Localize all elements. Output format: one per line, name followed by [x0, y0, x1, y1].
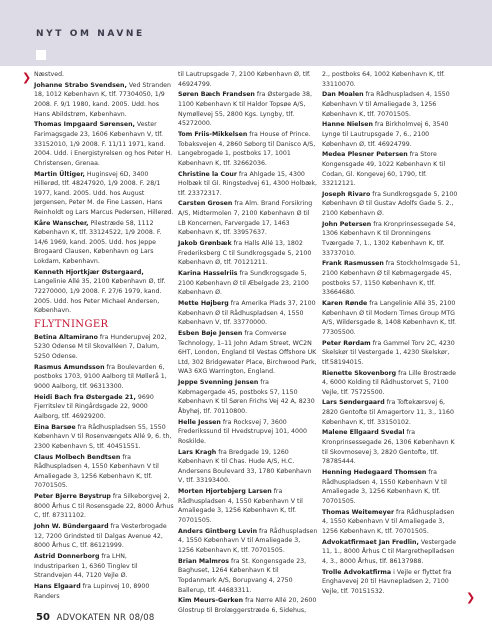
- entry-details: fra Lupinvej 10, 8900 Randers: [34, 583, 150, 600]
- list-item: [34, 393, 174, 422]
- list-item: [322, 150, 462, 188]
- entry-details: fra Gammel Torv 2C, 4230 Skelskør til Vestergade 1, 4230 Skelskør, tlf.58194015.: [322, 339, 455, 366]
- entry-name: Rasmus Amundsson: [34, 363, 105, 371]
- article-columns: [34, 70, 464, 630]
- entry-details: fra House of Prince. Tobaksvejen 4, 2860 Søborg til Danisco A/S, Langebrogade 1, postboks 17, 1001 København K, tlf. 32662036.: [178, 130, 316, 167]
- entry-name: Jeppe Svenning Jensen: [178, 379, 259, 387]
- entry-name: Karina Hasselriis: [178, 270, 238, 277]
- entry-details: 9690 Fjerritslev til Ringårdsgade 22, 9000 Aalborg, tlf. 46929200.: [34, 393, 154, 420]
- entry-details: fra Sundkrogsgade 5, 2100 København Ø til Æbelgade 23, 2100 København Ø.: [178, 270, 309, 297]
- entry-name: John W. Bündergaard: [34, 523, 109, 531]
- entry-name: Morten Hjortebjerg Larsen: [178, 488, 272, 496]
- entry-name: Kenneth Hjortkjær Østergaard,: [34, 268, 144, 276]
- list-item: [178, 299, 318, 328]
- entry-details: fra Rocksvej 7, 3600 Frederikssund til Hvedstrupvej 101, 4000 Roskilde.: [178, 418, 307, 445]
- list-item: [34, 219, 174, 267]
- list-item: [34, 120, 174, 168]
- next-page-arrow-icon[interactable]: ❯: [466, 591, 476, 604]
- entry-name: Peter Rørdam: [322, 339, 371, 347]
- list-item: [178, 239, 318, 268]
- list-item: [178, 448, 318, 486]
- list-item: [34, 363, 174, 392]
- list-item: [322, 220, 462, 258]
- list-item: [34, 552, 174, 581]
- list-item: [34, 268, 174, 316]
- list-item: [34, 423, 174, 452]
- entry-details: fra Hunderupvej 202, 5230 Odense M til Skovalléen 7, Dalum, 5250 Odense.: [34, 333, 167, 360]
- list-item: [322, 299, 462, 337]
- page-number: 50: [36, 612, 50, 623]
- list-item: [322, 508, 462, 537]
- entry-name: Helle Jessen: [178, 418, 221, 426]
- list-item: [322, 428, 462, 466]
- entry-name: Lars Søndergaard: [322, 399, 385, 407]
- entry-details: 2., postboks 64, 1002 København K, tlf. 33110070.: [322, 71, 446, 88]
- list-item: [322, 120, 462, 149]
- entry-details: Vester Farimagsgade 23, 1606 København V, tlf. 33152010, 1/9 2008. F. 11/11 1971, kand. 2004. Udd. i Energistyrelsen og hos Peter H. Christensen, Grenaa.: [34, 121, 173, 167]
- entry-name: Frank Rasmussen: [322, 260, 384, 268]
- list-item: [34, 70, 174, 80]
- entry-details: fra LHN, Industriparken 1, 6360 Tinglev til Strandvejen 44, 7120 Vejle Ø.: [34, 553, 138, 580]
- entry-details: fra Boulevarden 6, postboks 1703, 9100 Aalborg til Møllerå 1, 9000 Aalborg, tlf. 96313300.: [34, 363, 167, 390]
- list-item: [178, 170, 318, 199]
- entry-details: fra Lille Brostræde 4, 6000 Kolding til Rådhustorvet 5, 7100 Vejle, tlf. 75725500.: [322, 369, 457, 396]
- entry-details: fra Silkeborgvej 2, 8000 Århus C til Rosensgade 22, 8000 Århus C, tlf. 87311102.: [34, 493, 174, 520]
- entry-details: fra Amerika Plads 37, 2100 København Ø til Rådhuspladsen 4, 1550 København V, tlf. 33770000.: [178, 299, 316, 327]
- section-heading: FLYTNINGER: [34, 318, 109, 330]
- entry-details: fra Kronprinsessegade 54, 1306 København K til Dronningens Tværgade 7, 1., 1302 København K, tlf. 33737010.: [322, 220, 456, 257]
- entry-details: fra Comverse Technology, 1–11 John Adam Street, WC2N 6HT, London, England til Vestas Offshore UK Ltd, 302 Bridgewater Place, Birchwood Park, WA3 6XG Warrington, England.: [178, 329, 317, 376]
- entry-details: Huginsvej 6D, 3400 Hillerød, tlf. 48247920, 1/9 2008. F. 28/1 1977, kand. 2005. Udd. hos August Jørgensen, Peter M. de Fine Lassen, Hans Reinholdt og Lars Marcus Pedersen, Hillerød.: [34, 170, 174, 216]
- entry-details: fra Vesterbrogade 12, 7200 Grindsted til Dalgas Avenue 42, 8000 Århus C, tlf. 86121999.: [34, 523, 167, 550]
- list-item: [322, 568, 462, 597]
- entry-name: Karen Rønde: [322, 299, 368, 307]
- entry-name: Malene Ellgaard Svedal: [322, 429, 405, 437]
- list-item: [178, 378, 318, 416]
- entry-details: fra Rådhuspladsen 4, 1550 København V til Amaliegade 3, 1256 København K, tlf. 70701505.: [322, 91, 450, 118]
- entry-details: fra Birkholmvej 6, 3540 Lynge til Lautrupsgade 7, 6., 2100 København Ø, tlf. 46924799.: [322, 121, 449, 148]
- entry-name: Joseph Rivaro: [322, 190, 371, 198]
- entry-name: Henning Hedegaard Thomsen: [322, 469, 427, 476]
- list-item: [178, 487, 318, 525]
- list-item: [322, 90, 462, 119]
- entry-name: Jakob Grønbæk: [178, 240, 232, 248]
- entry-details: fra Rådhuspladsen 4, 1550 København V til Amaliegade 3, 1256 København K, tlf. 70701505.: [178, 488, 303, 524]
- list-item: [322, 468, 462, 506]
- entry-details: fra Rådhuspladsen 4, 1550 København V til Amaliegade 3, 1256 København K, tlf. 70701505.: [34, 453, 159, 490]
- entry-details: fra Købmagergade 45, postboks 57, 1150 København K til Søren Frichs Vej 42 A, 8230 Åbyhøj, tlf. 70110800.: [178, 379, 315, 415]
- list-item: [322, 259, 462, 297]
- list-item: [322, 190, 462, 219]
- entry-name: Advokatfirmaet Jan Fredlin,: [322, 538, 419, 546]
- entry-name: Trolle Advokatfirma: [322, 568, 392, 576]
- section-title: NYT OM NAVNE: [36, 29, 145, 39]
- entry-name: Kim Meurs-Gerken: [178, 597, 244, 605]
- entry-details: fra Ahlgade 15, 4300 Holbæk til Gl. Ringstedvej 61, 4300 Holbæk, tlf. 23372317.: [178, 170, 318, 197]
- entry-name: Thomas Impgaard Sørensen,: [34, 121, 135, 129]
- entry-name: Christine la Cour: [178, 170, 237, 178]
- entry-details: Næstved.: [34, 71, 65, 78]
- entry-name: Betina Altamirano: [34, 333, 98, 341]
- entry-details: fra Bredgade 19, 1260 København K til Chas. Hude A/S, H.C. Andersens Boulevard 33, 1780 København V, tlf. 33193400.: [178, 448, 312, 485]
- entry-details: fra Store Kongensgade 49, 1022 København K til Codan, Gl. Kongevej 60, 1790, tlf. 33212121.: [322, 151, 446, 188]
- entry-name: Astrid Donnerborg: [34, 553, 100, 561]
- entry-details: fra Nørre Allé 20, 2600 Glostrup til Brolæggerstræde 6, Sidehus,: [178, 597, 317, 614]
- entry-name: Lars Kragh: [178, 448, 217, 456]
- list-item: [34, 170, 174, 218]
- list-item: [34, 522, 174, 551]
- entry-details: fra Rådhuspladsen 4, 1550 København V til Amaliegade 3, 1256 København K, tlf. 70701505.: [178, 527, 318, 554]
- list-item: [178, 199, 318, 237]
- entry-details: fra Østergade 38, 1100 København K til Haldor Topsøe A/S, Nymøllevej 55, 2800 Kgs. Lyngby, tlf. 45272000.: [178, 91, 312, 128]
- entry-name: Peter Bjerre Bøystrup: [34, 493, 111, 501]
- corner-marker: [36, 50, 46, 60]
- entry-details: fra Stockholmsgade 51, 2100 København Ø til Købmagergade 45, postboks 57, 1150 København K, tlf. 33664680.: [322, 260, 461, 297]
- entry-name: Rienette Skovenborg: [322, 369, 397, 377]
- entry-details: fra Alm. Brand Forsikring A/S, Midtermolen 7, 2100 København Ø til LB Koncernen, Farvergade 17, 1463 København K, tlf. 33957637.: [178, 200, 313, 237]
- entry-details: fra Sundkrogsgade 5, 2100 København Ø til Gustav Adolfs Gade 5. 2., 2100 København Ø.: [322, 190, 458, 218]
- list-item: [322, 538, 462, 567]
- entry-name: Johanne Strabo Svendsen,: [34, 81, 127, 89]
- entry-details: fra Kronprinsessegade 26, 1306 København K til Skovmosevej 3, 2820 Gentofte, tlf. 78785444.: [322, 429, 455, 466]
- entry-name: Brian Malmros: [178, 557, 230, 565]
- entry-details: fra Rådhuspladsen 55, 1550 København V til Rosenvængets Allé 9, 6. th, 2300 København S, tlf. 40451551.: [34, 423, 172, 450]
- list-item: [178, 557, 318, 595]
- list-item: [178, 90, 318, 128]
- entry-details: fra Toftekærsvej 6, 2820 Gentofte til Amagertorv 11, 3., 1160 København K, tlf. 33150102.: [322, 399, 454, 426]
- list-item: [322, 339, 462, 368]
- entry-name: Esben Bøje Jensen: [178, 329, 243, 337]
- list-item: [322, 369, 462, 398]
- list-item: [322, 70, 462, 89]
- list-item: [178, 130, 318, 168]
- entry-name: Claus Molbech Bendtsen: [34, 453, 121, 461]
- list-item: [178, 596, 318, 615]
- prev-page-arrow-icon[interactable]: ❯: [22, 71, 32, 84]
- list-item: [34, 582, 174, 601]
- column-3: [322, 70, 462, 597]
- list-item: [34, 492, 174, 521]
- publication-name: ADVOKATEN NR 08/08: [56, 613, 155, 623]
- entry-details: fra Langelinie Allé 35, 2100 København Ø til Modern Times Group MTG A/S, Wildersgade 8, 1408 København K, tlf. 77305500.: [322, 299, 457, 336]
- list-item: [322, 398, 462, 427]
- list-item: [178, 329, 318, 377]
- entry-details: til Lautrupsgade 7, 2100 København Ø, tlf. 46924799.: [178, 71, 311, 88]
- entry-details: fra St. Kongensgade 23, Baghuset, 1264 København K til Topdanmark A/S, Borupvang 4, 2750 Ballerup, tlf. 44683311.: [178, 557, 307, 594]
- entry-name: Søren Bæch Frandsen: [178, 91, 255, 99]
- entry-name: Tom Friis-Mikkelsen: [178, 130, 248, 138]
- entry-name: Hans Elgaard: [34, 583, 81, 591]
- entry-name: Thomas Weitemeyer: [322, 508, 395, 516]
- header-bar: [0, 0, 492, 66]
- entry-name: Kåre Wanscher,: [34, 219, 89, 227]
- list-item: [178, 418, 318, 447]
- entry-details: Vestergade 11, 1., 8000 Århus C til Margretheplladsen 4, 3., 8000 Århus, tlf. 86137988.: [322, 538, 457, 565]
- entry-details: Langelinie Allé 35, 2100 København Ø, tlf. 72270000, 1/9 2008. F. 27/6 1979, kand. 2005. Udd. hos Peter Michael Andersen, København.: [34, 278, 166, 315]
- entry-name: Hanne Nielsen: [322, 121, 373, 129]
- entry-name: Carsten Grosen: [178, 200, 233, 208]
- list-item: [34, 333, 174, 362]
- page-footer: [36, 612, 154, 623]
- column-2: [178, 70, 318, 617]
- entry-name: Dan Moalen: [322, 91, 364, 99]
- entry-name: Anders Gintberg Levin: [178, 527, 258, 535]
- list-item: [178, 527, 318, 556]
- entry-name: Martin Ültiger,: [34, 170, 85, 178]
- entry-details: fra Rådhuspladsen 4, 1550 København V til Amaliegade 3, 1256 København K, tlf. 70701505.: [322, 508, 455, 535]
- column-1: [34, 70, 174, 603]
- entry-details: fra Rådhuspladsen 4, 1550 København V til Amaliegade 3, 1256 København K, tlf. 70701505.: [322, 469, 447, 505]
- entry-name: Heidi Bach fra Østergade 21,: [34, 393, 136, 401]
- list-item: [178, 70, 318, 89]
- entry-name: Medea Plesner Petersen: [322, 151, 408, 159]
- entry-details: Ved Stranden 18, 1012 København K, tlf. 77304050, 1/9 2008. F. 9/1 1980, kand. 2005. Udd. hos Hans Abildstrøm, København.: [34, 81, 171, 118]
- entry-details: i Vejle er flyttet fra Enghavevej 20 til Havnepladsen 2, 7100 Vejle, tlf. 70151532.: [322, 568, 452, 595]
- entry-name: Eina Barsøe: [34, 423, 76, 431]
- entry-name: John Petersen: [322, 220, 372, 228]
- list-item: [34, 453, 174, 491]
- list-item: [34, 81, 174, 119]
- entry-name: Mette Højberg: [178, 299, 229, 307]
- entry-details: Pilestræde 58, 1112 København K, tlf. 33124522, 1/9 2008. F. 14/6 1969, kand. 2005. Udd. hos Jeppe Brogaard Clausen, København og Lars Lokdam, København.: [34, 219, 162, 266]
- entry-details: fra Halls Allé 13, 1802 Frederiksberg C til Sundkrogsgade 5, 2100 København Ø, tlf. 70121211.: [178, 240, 312, 267]
- list-item: [178, 269, 318, 298]
